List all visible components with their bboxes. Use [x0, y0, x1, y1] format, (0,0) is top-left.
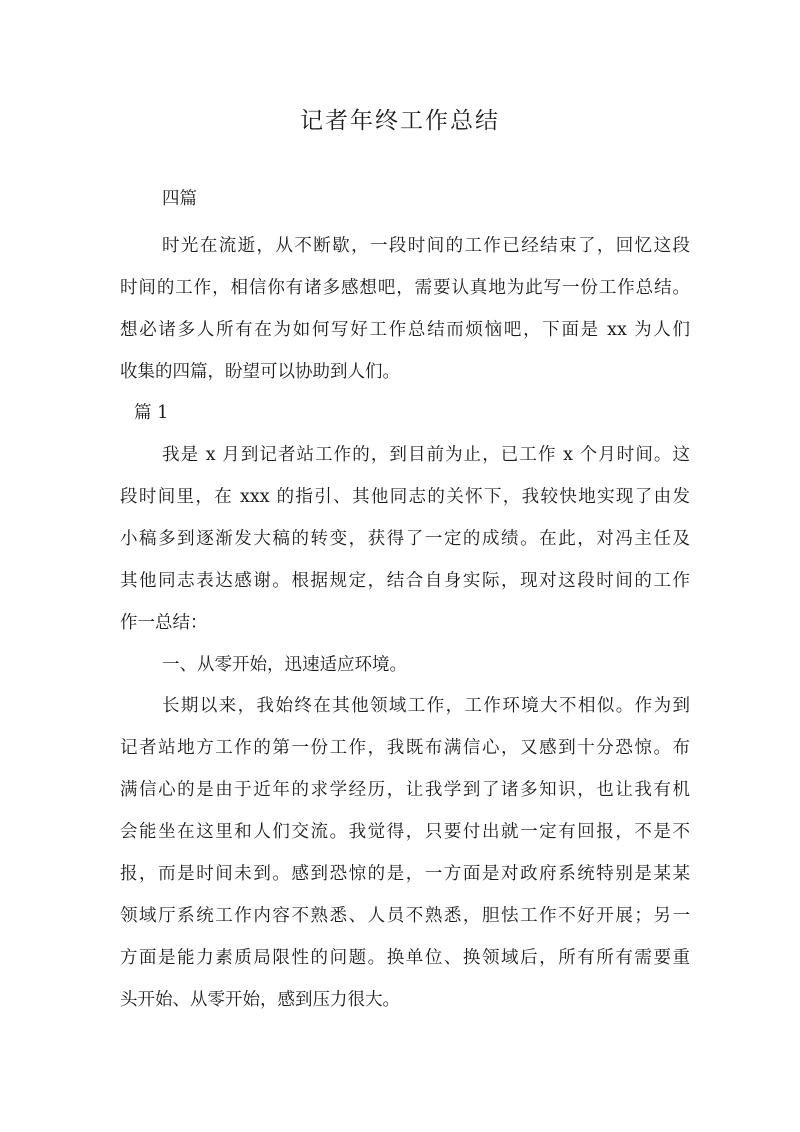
intro-line: 时光在流逝，从不断歇，一段时间的工作已经结束了，回忆这段 — [162, 236, 690, 256]
para1-line: 段时间里，在 xxx 的指引、其他同志的关怀下，我较快地实现了由发 — [120, 487, 690, 507]
para1-line: 作一总结： — [120, 613, 208, 633]
intro-line: 收集的四篇，盼望可以协助到人们。 — [120, 362, 400, 382]
intro-line: 时间的工作，相信你有诸多感想吧，需要认真地为此写一份工作总结。 — [120, 278, 690, 298]
para2-line: 满信心的是由于近年的求学经历，让我学到了诸多知识，也让我有机 — [120, 780, 690, 800]
intro-line: 想必诸多人所有在为如何写好工作总结而烦恼吧，下面是 xx 为人们 — [120, 320, 690, 340]
para2-line: 会能坐在这里和人们交流。我觉得，只要付出就一定有回报，不是不 — [120, 822, 690, 842]
para2-line: 头开始、从零开始，感到压力很大。 — [120, 990, 400, 1010]
heading-four: 四篇 — [162, 189, 197, 209]
para2-line: 长期以来，我始终在其他领域工作，工作环境大不相似。作为到 — [162, 696, 690, 716]
para2-line: 报，而是时间未到。感到恐惊的是，一方面是对政府系统特别是某某 — [120, 864, 690, 884]
para2-line: 方面是能力素质局限性的问题。换单位、换领域后，所有所有需要重 — [120, 948, 690, 968]
para1-line: 小稿多到逐渐发大稿的转变，获得了一定的成绩。在此，对冯主任及 — [120, 529, 690, 549]
subheading: 一、从零开始，迅速适应环境。 — [162, 655, 407, 675]
section-label: 篇 1 — [134, 403, 169, 423]
para1-line: 其他同志表达感谢。根据规定，结合自身实际，现对这段时间的工作 — [120, 571, 690, 591]
para2-line: 记者站地方工作的第一份工作，我既布满信心，又感到十分恐惊。布 — [120, 738, 690, 758]
para1-line: 我是 x 月到记者站工作的，到目前为止，已工作 x 个月时间。这 — [162, 445, 690, 465]
para2-line: 领域厅系统工作内容不熟悉、人员不熟悉，胆怯工作不好开展；另一 — [120, 906, 690, 926]
document-title: 记者年终工作总结 — [300, 108, 500, 134]
